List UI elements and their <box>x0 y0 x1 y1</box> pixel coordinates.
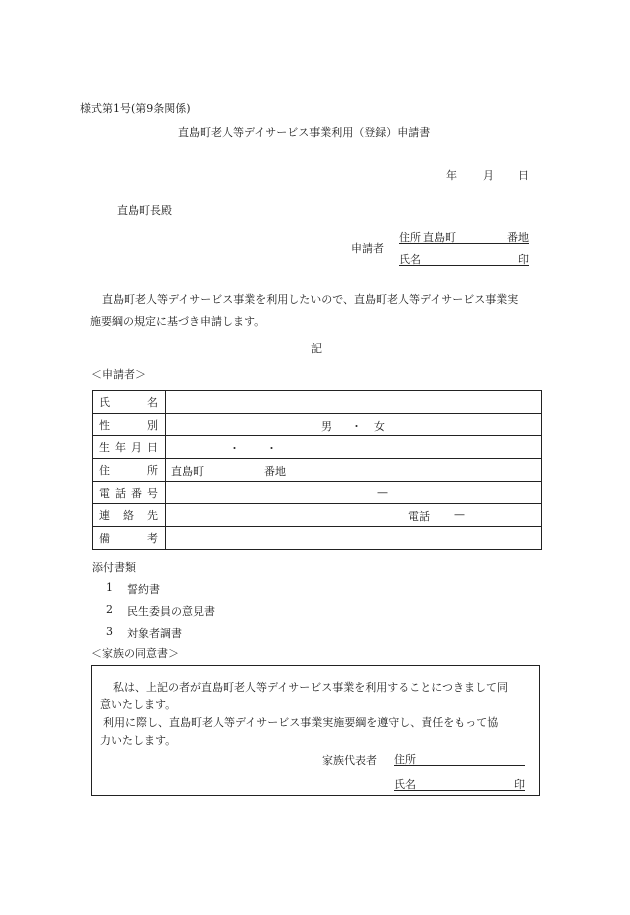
family-address-line <box>394 751 525 766</box>
sex-female: 女 <box>374 419 385 433</box>
family-seal: 印 <box>514 778 525 791</box>
table-row <box>93 391 542 414</box>
applicant-section-title: ＜申請者＞ <box>91 368 146 381</box>
contact-value <box>166 504 542 527</box>
family-rep-label: 家族代表者 <box>322 754 377 767</box>
sex-value <box>166 413 542 436</box>
applicant-name-label: 氏名 <box>399 253 421 266</box>
consent-line2: 意いたします。 <box>100 698 177 711</box>
sex-separator: ・ <box>351 419 362 433</box>
consent-line1: 私は、上記の者が直島町老人等デイサービス事業を利用することにつきまして同 <box>113 681 509 694</box>
phone-value <box>166 481 542 504</box>
table-row <box>93 413 542 436</box>
attachments-title: 添付書類 <box>92 561 136 574</box>
contact-dash: — <box>454 508 465 522</box>
consent-line3: 利用に際し、直島町老人等デイサービス事業実施要綱を遵守し、責任をもって協 <box>103 716 499 729</box>
attachment-item-1: 誓約書 <box>127 583 160 596</box>
family-name-line <box>394 776 525 791</box>
date-year-label: 年 <box>446 169 457 182</box>
applicant-address-line <box>399 229 529 244</box>
birth-value <box>166 436 542 459</box>
attachment-num-3: 3 <box>106 625 113 638</box>
form-number: 様式第1号(第9条関係) <box>80 102 191 115</box>
family-name-label: 氏名 <box>394 778 416 791</box>
applicant-address-town: 直島町 <box>423 231 456 244</box>
body-text-line1: 直島町老人等デイサービス事業を利用したいので、直島町老人等デイサービス事業実 <box>102 293 519 306</box>
date-month-label: 月 <box>483 169 494 182</box>
attachment-item-2: 民生委員の意見書 <box>127 605 215 618</box>
sex-male: 男 <box>321 419 332 433</box>
addressee: 直島町長殿 <box>117 204 172 217</box>
phone-dash: — <box>377 485 388 499</box>
applicant-label: 申請者 <box>351 242 384 255</box>
remarks-label: 備考 <box>93 527 166 550</box>
address-town: 直島町 <box>171 465 204 479</box>
contact-label: 連絡先 <box>93 504 166 527</box>
date-day-label: 日 <box>518 169 529 182</box>
table-row <box>93 436 542 459</box>
applicant-table <box>92 390 542 550</box>
consent-title: ＜家族の同意書＞ <box>91 647 179 660</box>
family-address-label: 住所 <box>394 753 416 766</box>
contact-phone-label: 電話 <box>408 510 430 524</box>
attachment-num-1: 1 <box>106 581 113 594</box>
birth-separator-1: ・ <box>229 442 240 456</box>
address-value <box>166 459 542 482</box>
applicant-address-label: 住所 <box>399 231 421 244</box>
address-suffix: 番地 <box>264 465 286 479</box>
ki-heading: 記 <box>311 342 322 355</box>
attachment-item-3: 対象者調書 <box>127 627 182 640</box>
birth-separator-2: ・ <box>266 442 277 456</box>
applicant-seal: 印 <box>518 253 529 266</box>
table-row <box>93 527 542 550</box>
remarks-value <box>166 527 542 550</box>
name-value <box>166 391 542 414</box>
consent-box <box>91 665 540 796</box>
table-row <box>93 481 542 504</box>
address-label: 住所 <box>93 459 166 482</box>
body-text-line2: 施要綱の規定に基づき申請します。 <box>90 315 266 328</box>
name-label: 氏名 <box>93 391 166 414</box>
applicant-address-suffix: 番地 <box>507 231 529 244</box>
table-row <box>93 459 542 482</box>
attachment-num-2: 2 <box>106 603 113 616</box>
sex-label: 性別 <box>93 413 166 436</box>
applicant-name-line <box>399 251 529 266</box>
phone-label: 電話番号 <box>93 481 166 504</box>
table-row <box>93 504 542 527</box>
birth-label: 生年月日 <box>93 436 166 459</box>
page-title: 直島町老人等デイサービス事業利用（登録）申請書 <box>178 126 431 139</box>
consent-line4: 力いたします。 <box>100 734 177 747</box>
